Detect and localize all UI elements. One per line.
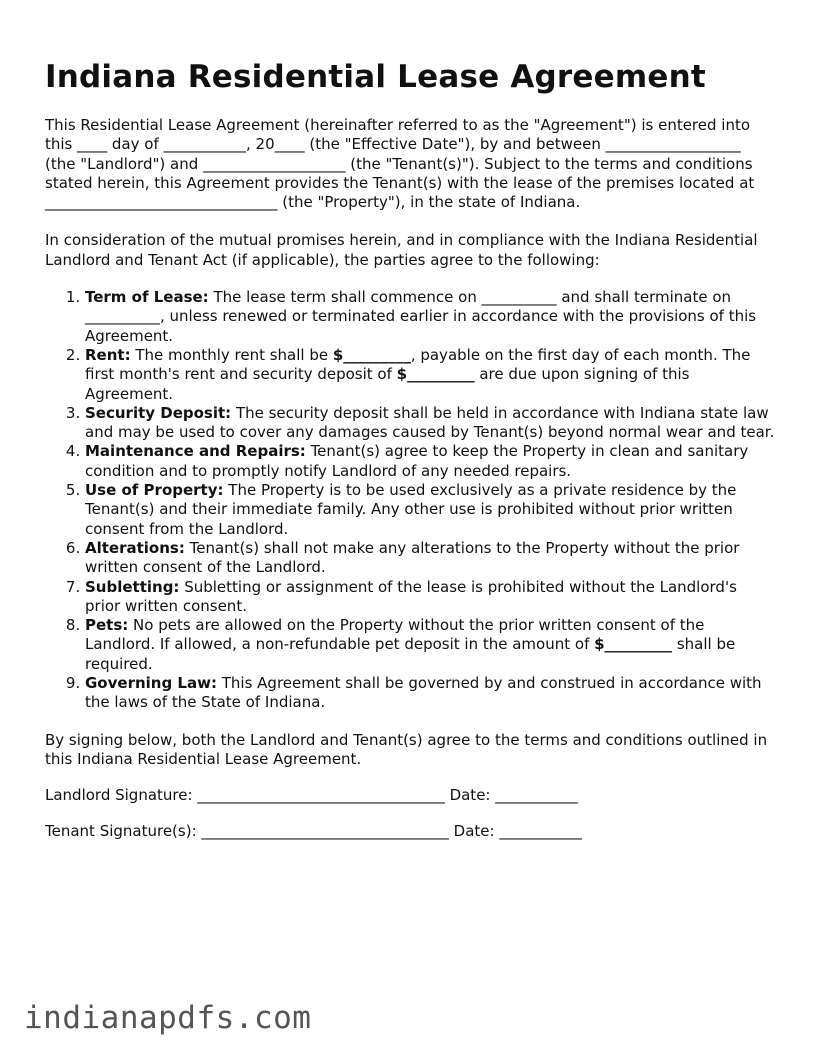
term-item-rent <box>85 346 775 404</box>
term-item-governing-law <box>85 674 775 713</box>
term-item-lease <box>85 288 775 346</box>
intro-paragraph: This Residential Lease Agreement (hereinafter referred to as the "Agreement") is entered into this ____ day of ___________, 20____ (the "Effective Date"), by and between __________________ (the "Landlord") and ___________________ (the "Tenant(s)"). Subject to the terms and conditions stated herein, this Agreement provides the Tenant(s) with the lease of the premises located at _______________________________ (the "Property"), in the state of Indiana. <box>45 116 755 212</box>
term-heading: Subletting: <box>85 577 180 596</box>
term-heading: Rent: <box>85 345 131 364</box>
lease-document <box>45 56 775 841</box>
term-item-subletting <box>85 578 775 617</box>
tenant-signature-line: Tenant Signature(s): _________________________________ Date: ___________ <box>45 821 582 840</box>
term-text: Tenant(s) agree to keep the Property in clean and sanitary condition and to promptly notify Landlord of any needed repairs. <box>85 442 749 480</box>
document-title: Indiana Residential Lease Agreement <box>45 59 706 95</box>
term-item-use-of-property <box>85 481 775 539</box>
term-text: The monthly rent shall be <box>130 345 333 364</box>
term-text: This Agreement shall be governed by and construed in accordance with the laws of the State of Indiana. <box>85 674 762 712</box>
term-heading: Governing Law: <box>85 674 217 693</box>
consideration-paragraph: In consideration of the mutual promises herein, and in compliance with the Indiana Residential Landlord and Tenant Act (if applicable), the parties agree to the following: <box>45 231 758 269</box>
term-item-alterations <box>85 539 775 578</box>
closing-paragraph: By signing below, both the Landlord and Tenant(s) agree to the terms and conditions outlined in this Indiana Residential Lease Agreement. <box>45 730 768 768</box>
term-text: shall be required. <box>85 635 736 673</box>
term-text: Tenant(s) shall not make any alterations to the Property without the prior written consent of the Landlord. <box>85 538 740 577</box>
term-text: The security deposit shall be held in accordance with Indiana state law and may be used to cover any damages caused by Tenant(s) beyond normal wear and tear. <box>85 403 775 442</box>
term-item-maintenance <box>85 442 775 481</box>
site-watermark: indianapdfs.com <box>24 1000 312 1036</box>
term-text: The lease term shall commence on __________ and shall terminate on __________, unless renewed or terminated earlier in accordance with the provisions of this Agreement. <box>85 288 757 345</box>
term-item-security-deposit <box>85 404 775 443</box>
rent-amount-blank: $_________ <box>332 345 411 364</box>
landlord-signature-line: Landlord Signature: _________________________________ Date: ___________ <box>45 786 578 805</box>
term-text: Subletting or assignment of the lease is prohibited without the Landlord's prior written consent. <box>85 577 737 615</box>
terms-list <box>45 288 775 713</box>
term-text: No pets are allowed on the Property without the prior written consent of the Landlord. If allowed, a non-refundable pet deposit in the amount of <box>85 616 705 654</box>
term-heading: Term of Lease: <box>85 288 209 307</box>
term-item-pets <box>85 616 775 674</box>
deposit-amount-blank: $_________ <box>396 365 475 384</box>
term-text: The Property is to be used exclusively as a private residence by the Tenant(s) and their immediate family. Any other use is prohibited without prior written consent from the Landlord. <box>85 481 737 538</box>
pet-deposit-blank: $_________ <box>594 635 673 654</box>
term-heading: Use of Property: <box>85 481 224 500</box>
term-text: are due upon signing of this Agreement. <box>85 365 690 403</box>
term-heading: Pets: <box>85 616 129 635</box>
term-text: , payable on the first day of each month. The first month's rent and security deposit of <box>85 345 751 384</box>
term-heading: Maintenance and Repairs: <box>85 442 306 461</box>
term-heading: Security Deposit: <box>85 403 232 422</box>
term-heading: Alterations: <box>85 538 185 557</box>
